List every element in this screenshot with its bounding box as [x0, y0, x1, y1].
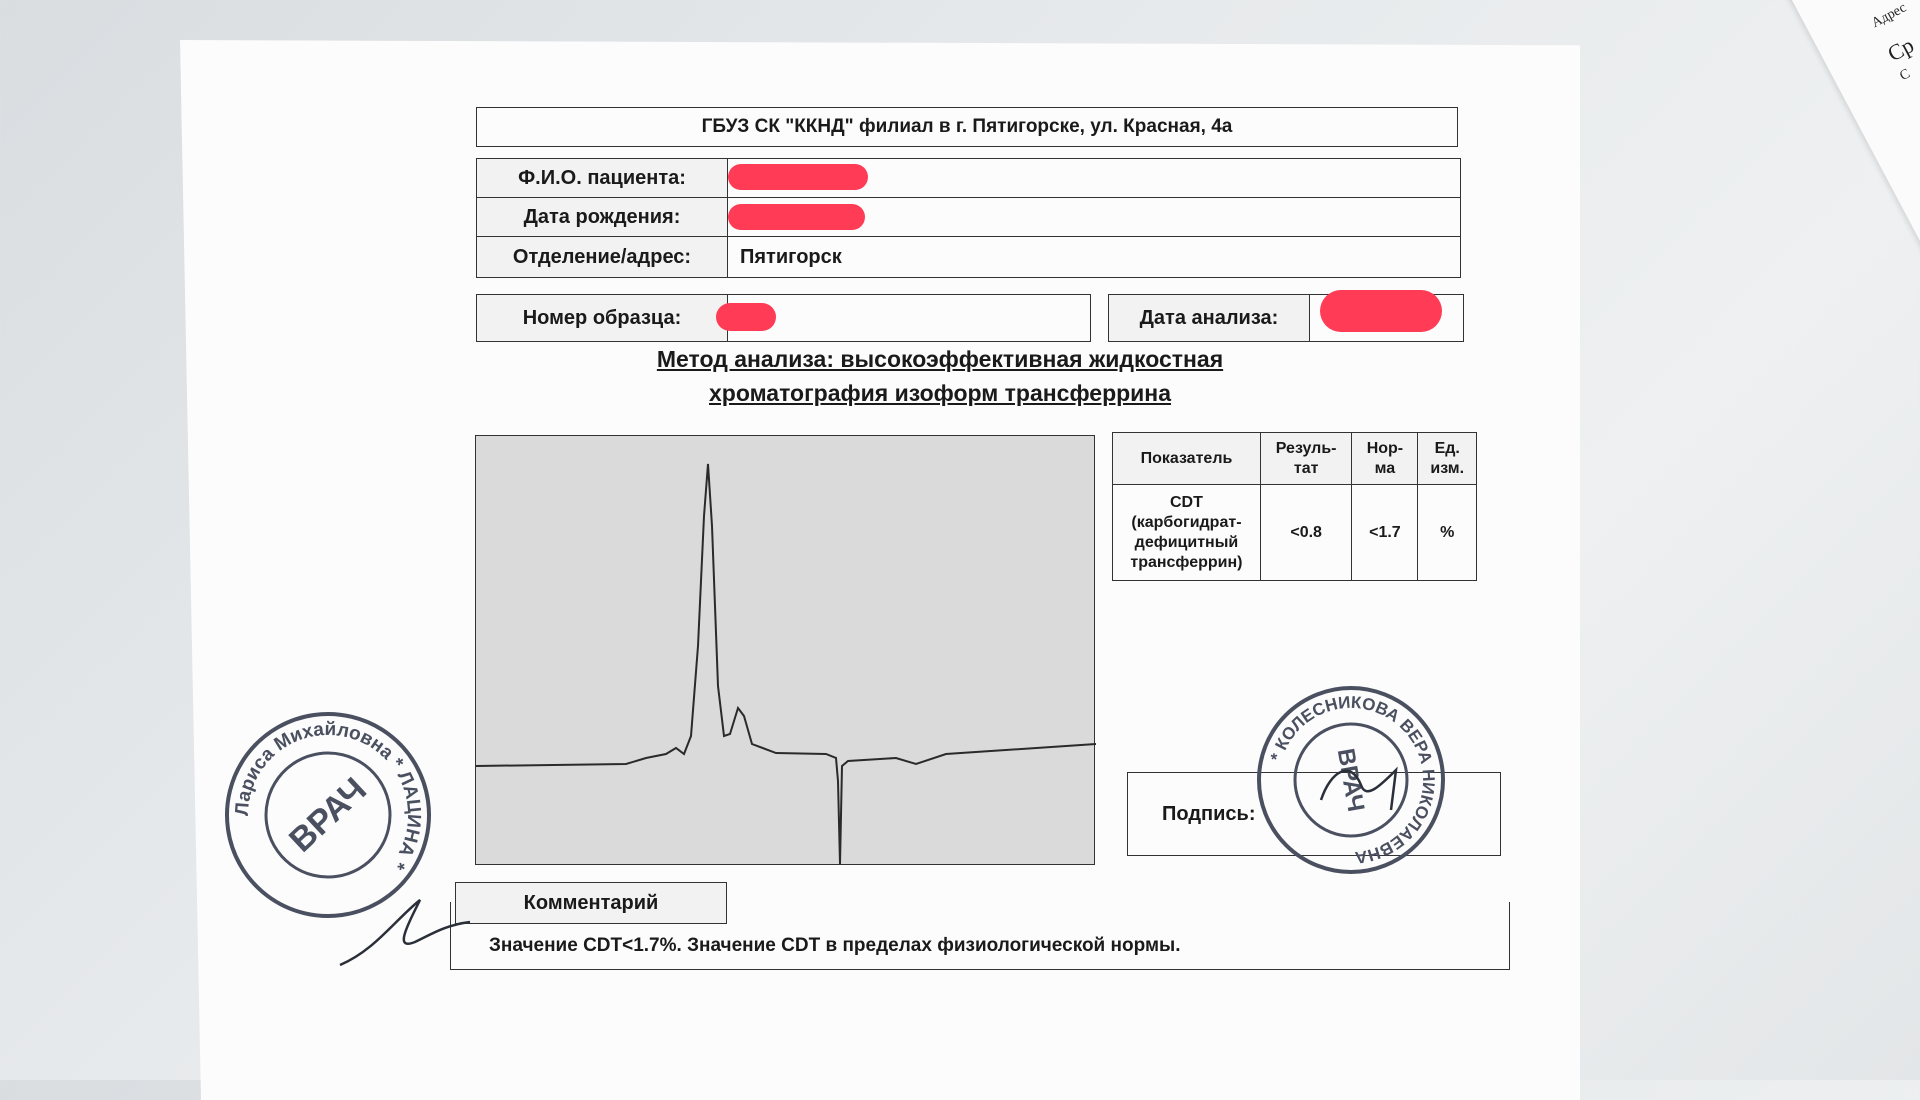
chromatogram-svg [476, 436, 1096, 866]
signature-label: Подпись: [1162, 802, 1256, 825]
department-text: Пятигорск [740, 245, 842, 268]
comment-box [450, 902, 1510, 970]
stamp-right-center: ВРАЧ [1331, 746, 1370, 814]
redaction-mark [728, 204, 865, 230]
header-indicator: Показатель [1113, 433, 1261, 485]
method-title-line-1: Метод анализа: высокоэффективная жидкостная [656, 346, 1224, 372]
signature-scribble-left [335, 880, 475, 990]
cell-indicator: CDT (карбогидрат- дефицитный трансферрин) [1113, 485, 1261, 581]
stamp-left-ring-text: Лариса Михайловна * ЛАЦИНА * [231, 718, 425, 874]
method-title-line-2: хроматография изоформ трансферрина [709, 380, 1171, 406]
patient-name-label: Ф.И.О. пациента: [476, 158, 728, 198]
cell-result: <0.8 [1260, 485, 1352, 581]
background-sheet [1760, 0, 1920, 258]
sample-number-value [727, 294, 1091, 342]
table-header-row [1113, 433, 1477, 485]
redaction-mark [728, 164, 868, 190]
header-result: Резуль- тат [1260, 433, 1352, 485]
institution-text: ГБУЗ СК "ККНД" филиал в г. Пятигорске, ул. Красная, 4а [701, 116, 1233, 137]
chromatogram-trace [476, 464, 1096, 864]
redaction-mark [1320, 290, 1442, 332]
department-label: Отделение/адрес: [476, 236, 728, 278]
doctor-stamp-right [1257, 686, 1445, 874]
background-sheet-text: Адрес [1869, 0, 1910, 32]
cell-unit: % [1418, 485, 1477, 581]
sample-number-label: Номер образца: [476, 294, 728, 342]
header-unit: Ед. изм. [1418, 433, 1477, 485]
background-sheet-text: С [1897, 66, 1913, 85]
chromatogram [475, 435, 1095, 865]
header-norm: Нор- ма [1352, 433, 1418, 485]
department-value [727, 236, 1461, 278]
comment-label: Комментарий [455, 882, 727, 924]
stamp-left-center: ВРАЧ [282, 770, 374, 860]
stamp-right-svg [1261, 690, 1441, 870]
cell-norm: <1.7 [1352, 485, 1418, 581]
birth-date-label: Дата рождения: [476, 197, 728, 237]
comment-text: Значение CDT<1.7%. Значение CDT в пределах физиологической нормы. [489, 934, 1181, 956]
results-table [1112, 432, 1477, 581]
institution-header [476, 107, 1458, 147]
redaction-mark [716, 303, 776, 331]
background-sheet-text: Ср [1883, 32, 1918, 67]
table-row [1113, 485, 1477, 581]
analysis-date-label: Дата анализа: [1108, 294, 1310, 342]
stamp-right-ring-text: * КОЛЕСНИКОВА ВЕРА НИКОЛАЕВНА [1266, 692, 1439, 868]
